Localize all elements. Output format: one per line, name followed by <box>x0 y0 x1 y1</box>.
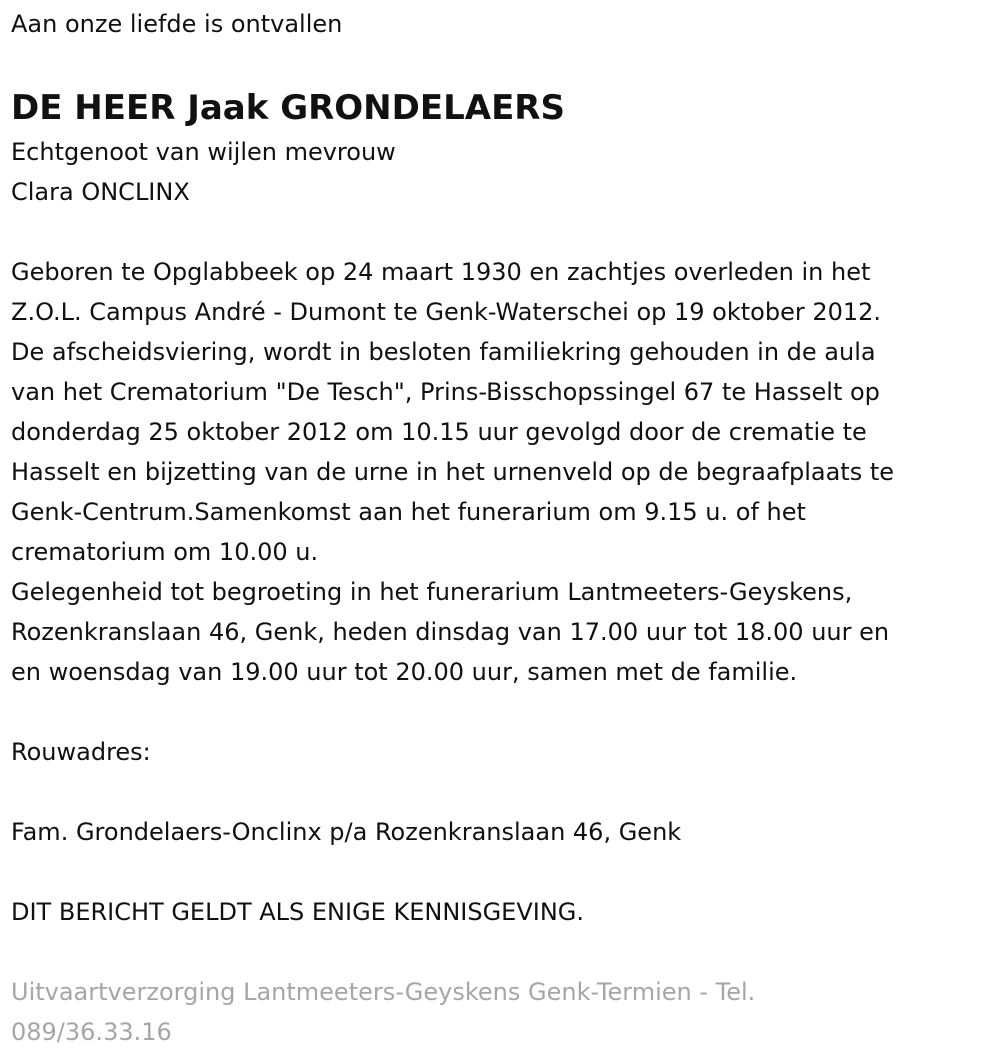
details-line: en woensdag van 19.00 uur tot 20.00 uur, samen met de familie. <box>11 658 798 686</box>
spouse-line-1: Echtgenoot van wijlen mevrouw <box>11 138 396 166</box>
details-line: Genk-Centrum.Samenkomst aan het funerarium om 9.15 u. of het <box>11 498 806 526</box>
intro-text: Aan onze liefde is ontvallen <box>11 10 343 38</box>
footer-line-2: 089/36.33.16 <box>11 1018 172 1046</box>
details-block <box>11 252 988 692</box>
spacer <box>11 852 988 892</box>
details-line: Hasselt en bijzetting van de urne in het urnenveld op de begraafplaats te <box>11 458 895 486</box>
details-line: Z.O.L. Campus André - Dumont te Genk-Waterschei op 19 oktober 2012. <box>11 298 882 326</box>
address-label: Rouwadres: <box>11 738 151 766</box>
spacer <box>11 932 988 972</box>
notice-text: DIT BERICHT GELDT ALS ENIGE KENNISGEVING. <box>11 898 585 926</box>
spacer <box>11 692 988 732</box>
details-line: van het Crematorium "De Tesch", Prins-Bisschopssingel 67 te Hasselt op <box>11 378 880 406</box>
details-line: Gelegenheid tot begroeting in het funerarium Lantmeeters-Geyskens, <box>11 578 853 606</box>
details-line: crematorium om 10.00 u. <box>11 538 319 566</box>
spacer <box>11 212 988 252</box>
deceased-name: DE HEER Jaak GRONDELAERS <box>11 88 565 128</box>
footer-line-1: Uitvaartverzorging Lantmeeters-Geyskens Genk-Termien - Tel. <box>11 978 756 1006</box>
spacer <box>11 772 988 812</box>
details-line: donderdag 25 oktober 2012 om 10.15 uur gevolgd door de crematie te <box>11 418 867 446</box>
details-line: De afscheidsviering, wordt in besloten familiekring gehouden in de aula <box>11 338 876 366</box>
address-value: Fam. Grondelaers-Onclinx p/a Rozenkranslaan 46, Genk <box>11 818 682 846</box>
spouse-line-2: Clara ONCLINX <box>11 178 190 206</box>
details-line: Geboren te Opglabbeek op 24 maart 1930 en zachtjes overleden in het <box>11 258 871 286</box>
details-line: Rozenkranslaan 46, Genk, heden dinsdag van 17.00 uur tot 18.00 uur en <box>11 618 890 646</box>
